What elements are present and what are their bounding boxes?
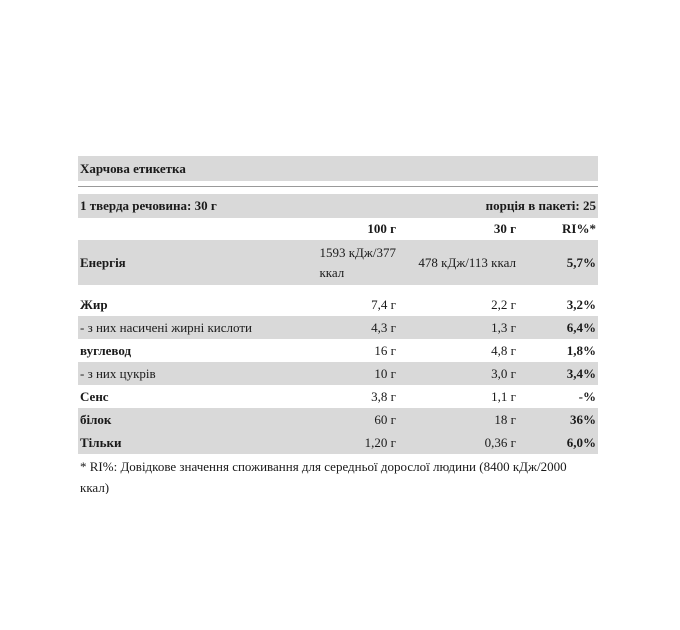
row-per30: 1,3 г [491, 320, 516, 335]
row-per100-line1: 1593 кДж/377 [319, 244, 396, 260]
row-per100: 4,3 г [371, 320, 396, 335]
row-per30: 478 кДж/113 ккал [418, 254, 516, 270]
table-header [78, 218, 598, 240]
row-per30: 1,1 г [491, 389, 516, 404]
table-row [78, 316, 598, 339]
row-per100 [314, 243, 396, 283]
row-name: Енергія [80, 254, 126, 270]
serving-size: 1 тверда речовина: 30 г [80, 198, 217, 213]
row-per30: 0,36 г [484, 435, 516, 450]
row-ri: 3,2% [566, 297, 596, 312]
row-name: - з них насичені жирні кислоти [80, 320, 252, 335]
row-per100: 3,8 г [371, 389, 396, 404]
header-per100: 100 г [367, 221, 396, 236]
row-name: Тільки [80, 435, 122, 450]
row-per30: 3,0 г [491, 366, 516, 381]
row-ri: 6,4% [566, 320, 596, 335]
row-ri: 6,0% [566, 435, 596, 450]
row-per30: 2,2 г [491, 297, 516, 312]
row-ri: 3,4% [566, 366, 596, 381]
row-name: вуглевод [80, 343, 132, 358]
row-per100: 60 г [374, 412, 396, 427]
row-per100: 10 г [374, 366, 396, 381]
table-row [78, 293, 598, 316]
row-name: - з них цукрів [80, 366, 156, 381]
row-per30: 4,8 г [491, 343, 516, 358]
footnote: * RI%: Довідкове значення споживання для середньої дорослої людини (8400 кДж/2000 ккал) [80, 459, 567, 494]
row-per100-line2: ккал [319, 264, 345, 280]
header-ri: RI%* [562, 221, 596, 236]
table-row [78, 431, 598, 454]
table-row [78, 339, 598, 362]
row-ri: 1,8% [566, 343, 596, 358]
row-name: білок [80, 412, 112, 427]
nutrition-label [78, 156, 598, 494]
servings-per-pack: порція в пакеті: 25 [485, 198, 596, 213]
label-title: Харчова етикетка [78, 156, 598, 181]
table-row [78, 240, 598, 285]
row-name: Жир [80, 297, 108, 312]
row-per30: 18 г [494, 412, 516, 427]
row-ri: -% [578, 389, 596, 404]
row-per100: 16 г [374, 343, 396, 358]
row-ri: 36% [570, 412, 596, 427]
serving-info-bar [78, 194, 598, 218]
row-per100: 1,20 г [364, 435, 396, 450]
row-per100: 7,4 г [371, 297, 396, 312]
header-empty [78, 218, 314, 240]
table-row [78, 408, 598, 431]
row-name: Сенс [80, 389, 109, 404]
divider [78, 186, 598, 187]
row-ri: 5,7% [566, 254, 596, 270]
table-row [78, 385, 598, 408]
header-per30: 30 г [493, 221, 516, 236]
table-row [78, 362, 598, 385]
